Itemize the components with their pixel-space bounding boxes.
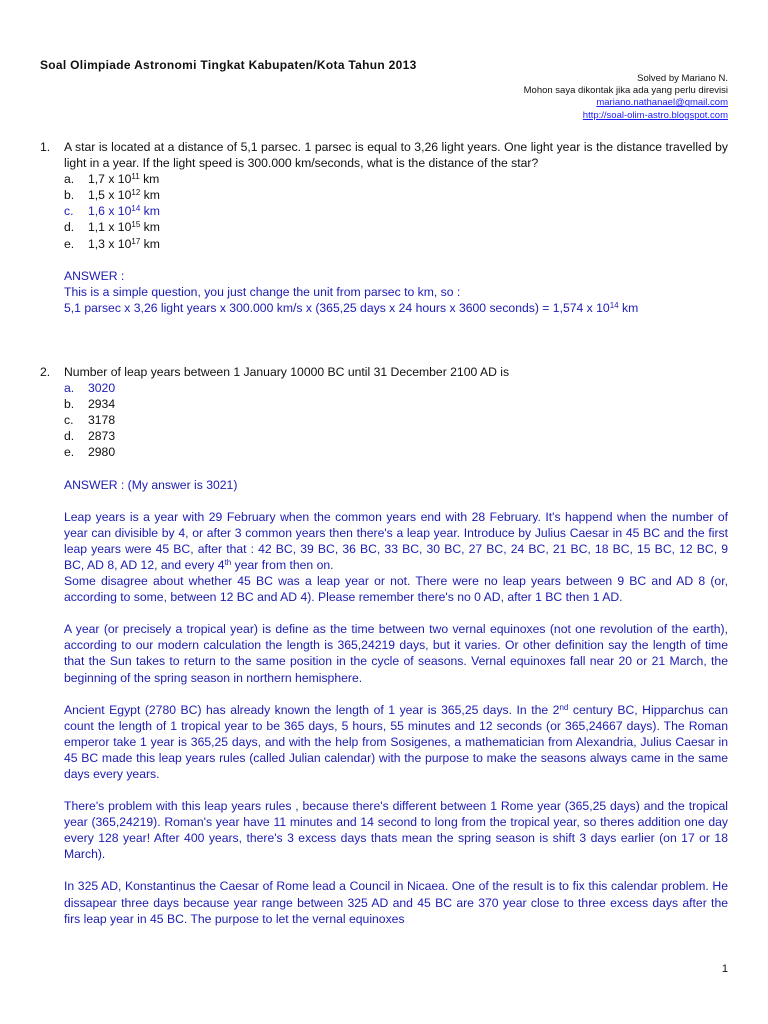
p1-superscript: th (224, 557, 232, 567)
option-a-correct (64, 380, 728, 396)
option-exponent: 12 (131, 188, 141, 198)
answer-paragraph-2: A year (or precisely a tropical year) is define as the time between two vernal equinoxes (not one revolution of the earth), according to our modern calculation the length is 365,24219 days, but it varies. Or other definition say the length of time that the Sun takes to return to the same position in the cycle of seasons. Vernal equinoxes fall near 20 or 21 March, the beginning of the spring season in northern hemisphere. (64, 622, 728, 685)
question-number: 1. (40, 140, 51, 154)
option-unit: km (139, 172, 160, 187)
option-value: 2934 (88, 397, 116, 412)
p1-text: Leap years is a year with 29 February when the common years end with 28 February. It's happend when the number of year can divisible by 4, or after 3 common years then there's a leap year. Introduce by Julius Caesar in 45 BC and the first leap years were 45 BC, after that : 42 BC, 39 BC, 36 BC, 33 BC, 30 BC, 27 BC, 24 BC, 21 BC, 18 BC, 15 BC, 12 BC, 9 BC, AD 8, AD 12, and every 4 (64, 509, 728, 572)
question-text: A star is located at a distance of 5,1 parsec. 1 parsec is equal to 3,26 light years. One light year is the distance travelled by light in a year. If the light speed is 300.000 km/seconds, what is the distance of the star? (64, 140, 728, 171)
blog-link[interactable]: http://soal-olim-astro.blogspot.com (582, 109, 728, 121)
option-exponent: 11 (131, 172, 140, 182)
solved-by: Solved by Mariano N. (637, 73, 728, 84)
option-value: 2980 (88, 445, 116, 460)
answer-block (64, 268, 728, 316)
document-title: Soal Olimpiade Astronomi Tingkat Kabupaten/Kota Tahun 2013 (40, 58, 417, 72)
option-letter: c. (64, 413, 74, 428)
option-value: 2873 (88, 429, 116, 444)
answer-paragraph-5: In 325 AD, Konstantinus the Caesar of Rome lead a Council in Nicaea. One of the result is to fix this calendar problem. He dissapear three days because year range between 325 AD and 45 BC are 370 year close to three excess days after the firs leap year in 45 BC. The purpose to let the vernal equinoxes (64, 879, 728, 926)
option-mantissa: 1,1 x 10 (88, 220, 132, 235)
option-mantissa: 1,7 x 10 (88, 172, 132, 187)
option-exponent: 17 (131, 236, 141, 246)
calc-unit: km (618, 300, 639, 315)
option-e (64, 236, 728, 252)
option-mantissa: 1,6 x 10 (88, 204, 132, 219)
option-letter: d. (64, 220, 75, 235)
answer-line: This is a simple question, you just change the unit from parsec to km, so : (64, 284, 461, 299)
option-value: 3178 (88, 413, 116, 428)
option-unit: km (140, 236, 160, 251)
option-b (64, 187, 728, 203)
option-e (64, 444, 728, 460)
option-letter: b. (64, 188, 75, 203)
option-unit: km (140, 204, 160, 219)
option-d (64, 428, 728, 444)
option-unit: km (140, 188, 160, 203)
option-letter: a. (64, 172, 75, 187)
option-letter: c. (64, 204, 74, 219)
question-1 (40, 139, 728, 316)
question-2 (40, 364, 728, 927)
question-number: 2. (40, 365, 51, 379)
option-mantissa: 1,5 x 10 (88, 188, 132, 203)
author-header (328, 73, 728, 122)
p1-tail: year from then on. (231, 557, 334, 572)
email-link[interactable]: mariano.nathanael@gmail.com (596, 97, 728, 109)
option-mantissa: 1,3 x 10 (88, 236, 132, 251)
p3-tail: century BC, Hipparchus can count the length of 1 tropical year to be 365 days, 5 hours, 55 minutes and 12 seconds (or 365,24667 days). The Roman emperor take 1 year is 365,25 days, and with the help from Sosigenes, a mathematician from Alexandria, Julius Caesar in 45 BC made this leap years rules (called Julian calendar) with the purpose to make the seasons always came in the same days every years. (64, 702, 728, 781)
p3-superscript: nd (559, 702, 569, 712)
option-unit: km (140, 220, 160, 235)
option-value: 3020 (88, 381, 116, 396)
page-number: 1 (721, 963, 728, 975)
contact-note: Mohon saya dikontak jika ada yang perlu direvisi (523, 85, 728, 97)
option-d (64, 219, 728, 235)
answer-calculation (64, 300, 728, 316)
answer-paragraph-4: There's problem with this leap years rules , because there's different between 1 Rome year (365,25 days) and the tropical year (365,24219). Roman's year have 11 minutes and 14 second to long from the tropical year, so theres addition one day every 128 year! After 400 years, there's 3 excess days thats mean the spring season is shift 3 days earlier (on 17 or 18 March). (64, 799, 728, 862)
option-letter: b. (64, 397, 75, 412)
paragraph-text: Some disagree about whether 45 BC was a leap year or not. There were no leap years between 9 BC and AD 8 (or, according to some, between 12 BC and AD 4). Please remember there's no 0 AD, after 1 BC then 1 AD. (64, 574, 728, 605)
option-letter: d. (64, 429, 75, 444)
option-letter: a. (64, 381, 75, 396)
answer-paragraph-1 (64, 509, 728, 606)
calc-exponent: 14 (609, 300, 619, 310)
option-c-correct (64, 203, 728, 219)
option-exponent: 14 (131, 204, 141, 214)
question-text: Number of leap years between 1 January 10000 BC until 31 December 2100 AD is (64, 365, 510, 379)
option-letter: e. (64, 445, 75, 460)
answer-label: ANSWER : (My answer is 3021) (64, 477, 238, 492)
option-a (64, 171, 728, 187)
option-exponent: 15 (131, 220, 141, 230)
paragraph-text (64, 509, 728, 573)
p3-text: Ancient Egypt (2780 BC) has already known the length of 1 year is 365,25 days. In the 2 (64, 702, 560, 717)
option-c (64, 412, 728, 428)
calc-prefix: 5,1 parsec x 3,26 light years x 300.000 km/s x (365,25 days x 24 hours x 3600 seconds) = 1,574 x 10 (64, 300, 610, 315)
answer-label: ANSWER : (64, 268, 125, 283)
option-letter: e. (64, 236, 75, 251)
option-b (64, 396, 728, 412)
answer-paragraph-3 (64, 702, 728, 782)
